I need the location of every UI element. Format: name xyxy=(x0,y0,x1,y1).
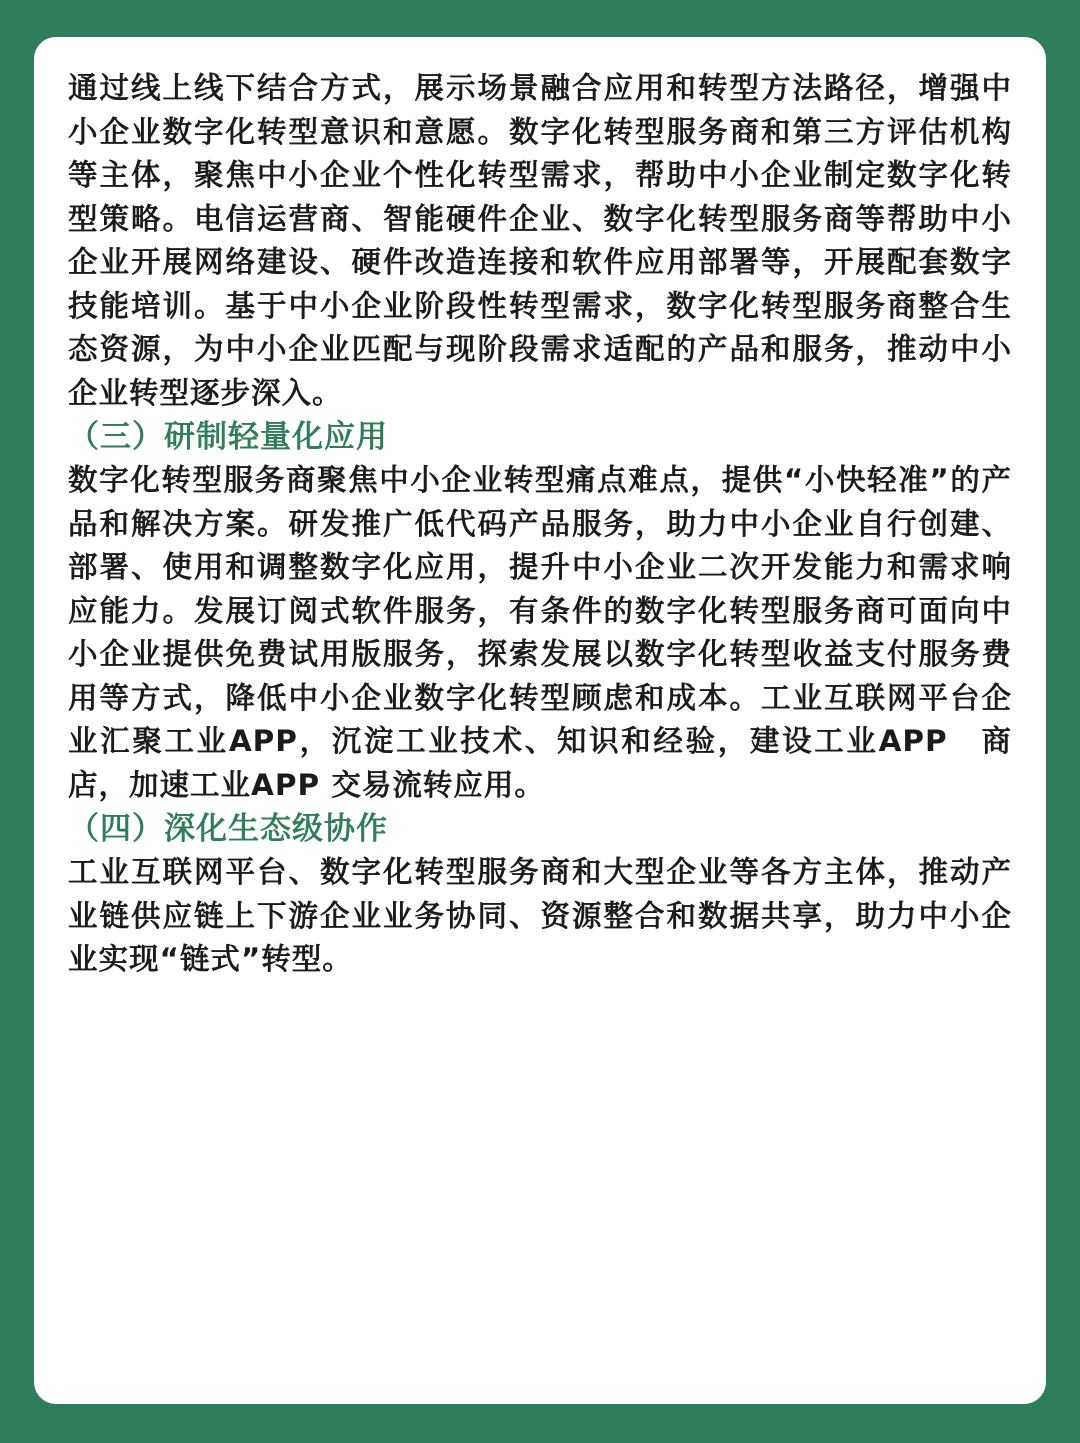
intro-paragraph: 通过线上线下结合方式，展示场景融合应用和转型方法路径，增强中小企业数字化转型意识和意愿。数字化转型服务商和第三方评估机构等主体，聚焦中小企业个性化转型需求，帮助中小企业制定数字化转型策略。电信运营商、智能硬件企业、数字化转型服务商等帮助中小企业开展网络建设、硬件改造连接和软件应用部署等，开展配套数字技能培训。基于中小企业阶段性转型需求，数字化转型服务商整合生态资源，为中小企业匹配与现阶段需求适配的产品和服务，推动中小企业转型逐步深入。 xyxy=(68,71,1012,410)
section-4-paragraph: 工业互联网平台、数字化转型服务商和大型企业等各方主体，推动产业链供应链上下游企业业务协同、资源整合和数据共享，助力中小企业实现“链式”转型。 xyxy=(68,855,1012,976)
content-card xyxy=(34,37,1046,1404)
section-3-paragraph: 数字化转型服务商聚焦中小企业转型痛点难点，提供“小快轻准”的产品和解决方案。研发推广低代码产品服务，助力中小企业自行创建、部署、使用和调整数字化应用，提升中小企业二次开发能力和需求响应能力。发展订阅式软件服务，有条件的数字化转型服务商可面向中小企业提供免费试用版服务，探索发展以数字化转型收益支付服务费用等方式，降低中小企业数字化转型顾虑和成本。工业互联网平台企业汇聚工业APP，沉淀工业技术、知识和经验，建设工业APP 商店，加速工业APP 交易流转应用。 xyxy=(68,463,1012,802)
section-4-heading: （四）深化生态级协作 xyxy=(68,811,388,847)
section-3-heading: （三）研制轻量化应用 xyxy=(68,419,388,455)
